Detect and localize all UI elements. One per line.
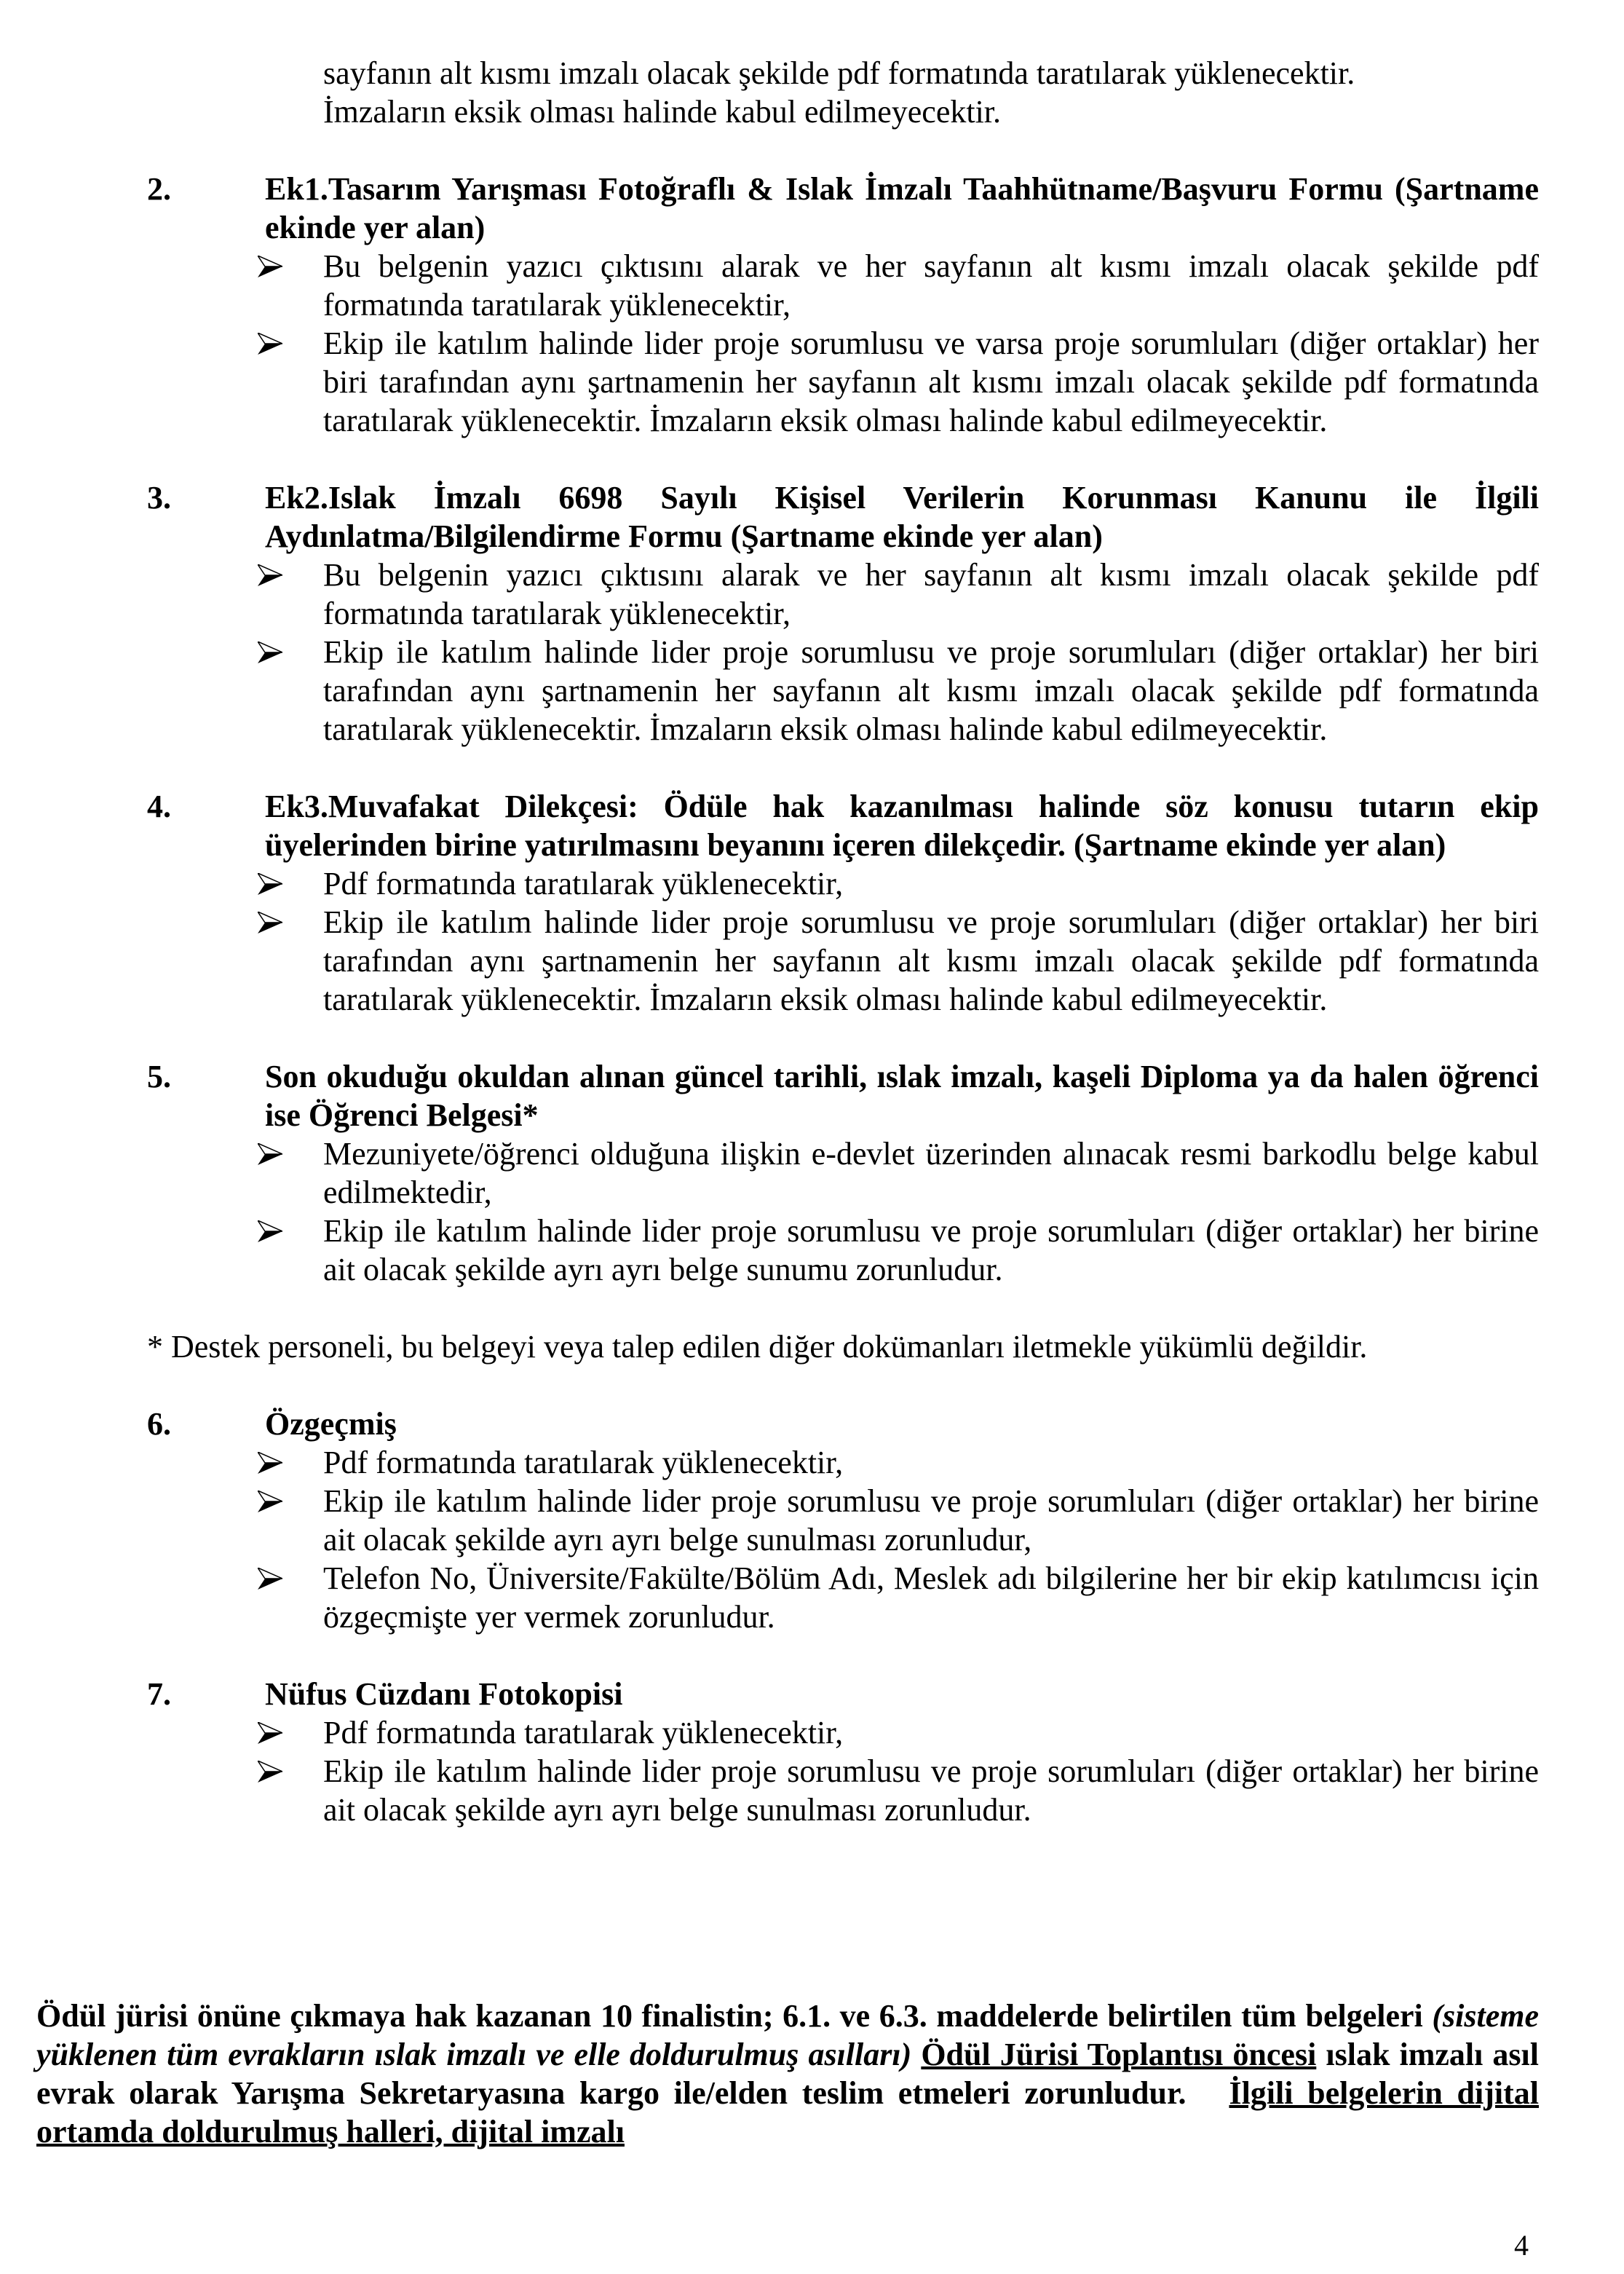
bullet-item: Pdf formatında taratılarak yüklenecektir, xyxy=(323,1443,1539,1482)
continuation-line: sayfanın alt kısmı imzalı olacak şekilde pdf formatında taratılarak yüklenecektir. xyxy=(323,55,1355,91)
arrow-bullet-icon xyxy=(258,1761,282,1783)
document-body xyxy=(147,54,1539,1868)
bullet-item: Ekip ile katılım halinde lider proje sorumlusu ve proje sorumluları (diğer ortaklar) her biri tarafından aynı şartnamenin her sayfanın alt kısmı imzalı olacak şekilde pdf formatında taratılarak yüklenecektir. İmzaların eksik olması halinde kabul edilmeyecektir. xyxy=(323,633,1539,749)
list-item-3 xyxy=(147,478,1539,749)
footnote: * Destek personeli, bu belgeyi veya talep edilen diğer dokümanları iletmekle yükümlü değildir. xyxy=(147,1329,1368,1365)
bullet-list xyxy=(147,1713,1539,1829)
arrow-bullet-icon xyxy=(258,641,282,663)
arrow-bullet-icon xyxy=(258,333,282,355)
bullet-item: Pdf formatında taratılarak yüklenecektir, xyxy=(323,1713,1539,1752)
underlined-digital-note: İlgili belgelerin dijital ortamda doldurulmuş halleri, dijital imzalı xyxy=(36,2075,1539,2149)
page-number: 4 xyxy=(1514,2229,1529,2262)
bullet-list xyxy=(147,556,1539,749)
item-number: 5. xyxy=(147,1059,171,1094)
arrow-bullet-icon xyxy=(258,873,282,895)
list-item-4 xyxy=(147,787,1539,1019)
bullet-list xyxy=(147,1134,1539,1289)
arrow-bullet-icon xyxy=(258,1722,282,1744)
list-item-5 xyxy=(147,1057,1539,1289)
list-item-2 xyxy=(147,170,1539,440)
arrow-bullet-icon xyxy=(258,1220,282,1242)
item-title: Nüfus Cüzdanı Fotokopisi xyxy=(265,1676,623,1712)
arrow-bullet-icon xyxy=(258,1143,282,1165)
bullet-item: Ekip ile katılım halinde lider proje sorumlusu ve proje sorumluları (diğer ortaklar) her biri tarafından aynı şartnamenin her sayfanın alt kısmı imzalı olacak şekilde pdf formatında taratılarak yüklenecektir. İmzaların eksik olması halinde kabul edilmeyecektir. xyxy=(323,903,1539,1019)
bullet-item: Ekip ile katılım halinde lider proje sorumlusu ve varsa proje sorumluları (diğer ortaklar) her biri tarafından aynı şartnamenin her sayfanın alt kısmı imzalı olacak şekilde pdf formatında taratılarak yüklenecektir. İmzaların eksik olması halinde kabul edilmeyecektir. xyxy=(323,324,1539,440)
continuation-text xyxy=(323,54,1539,131)
continuation-line: İmzaların eksik olması halinde kabul edilmeyecektir. xyxy=(323,94,1002,130)
bullet-item: Bu belgenin yazıcı çıktısını alarak ve her sayfanın alt kısmı imzalı olacak şekilde pdf formatında taratılarak yüklenecektir, xyxy=(323,247,1539,324)
bullet-item: Pdf formatında taratılarak yüklenecektir, xyxy=(323,864,1539,903)
underlined-deadline: Ödül Jürisi Toplantısı öncesi xyxy=(921,2037,1317,2072)
arrow-bullet-icon xyxy=(258,1452,282,1474)
bullet-list xyxy=(147,1443,1539,1636)
list-item-7 xyxy=(147,1675,1539,1829)
bullet-item: Telefon No, Üniversite/Fakülte/Bölüm Adı, Meslek adı bilgilerine her bir ekip katılımcısı için özgeçmişte yer vermek zorunludur. xyxy=(323,1559,1539,1636)
italic-note: (sisteme yüklenen tüm evrakların ıslak imzalı ve elle doldurulmuş asılları) xyxy=(36,1998,1539,2072)
list-item-6 xyxy=(147,1405,1539,1636)
arrow-bullet-icon xyxy=(258,564,282,586)
final-paragraph: Ödül jürisi önüne çıkmaya hak kazanan 10 finalistin; 6.1. ve 6.3. maddelerde belirtilen tüm belgeleri (sisteme yüklenen tüm evrakların ıslak imzalı ve elle doldurulmuş asılları) Ödül Jürisi Toplantısı öncesi ıslak imzalı asıl evrak olarak Yarışma Sekretaryasına kargo ile/elden teslim etmeleri zorunludur. İlgili belgelerin dijital ortamda doldurulmuş halleri, dijital imzalı xyxy=(36,1998,1547,2149)
item-number: 7. xyxy=(147,1676,171,1712)
arrow-bullet-icon xyxy=(258,912,282,933)
arrow-bullet-icon xyxy=(258,1568,282,1590)
item-title: Özgeçmiş xyxy=(265,1406,397,1442)
bullet-list xyxy=(147,247,1539,440)
item-title: Ek1.Tasarım Yarışması Fotoğraflı & Islak İmzalı Taahhütname/Başvuru Formu (Şartname ekinde yer alan) xyxy=(265,171,1539,245)
item-number: 6. xyxy=(147,1406,171,1442)
item-title: Ek2.Islak İmzalı 6698 Sayılı Kişisel Verilerin Korunması Kanunu ile İlgili Aydınlatma/Bilgilendirme Formu (Şartname ekinde yer alan) xyxy=(265,480,1539,554)
arrow-bullet-icon xyxy=(258,256,282,277)
item-title: Son okuduğu okuldan alınan güncel tarihli, ıslak imzalı, kaşeli Diploma ya da halen öğrenci ise Öğrenci Belgesi* xyxy=(265,1059,1539,1133)
item-number: 3. xyxy=(147,480,171,516)
bullet-item: Ekip ile katılım halinde lider proje sorumlusu ve proje sorumluları (diğer ortaklar) her birine ait olacak şekilde ayrı ayrı belge sunulması zorunludur, xyxy=(323,1482,1539,1559)
item-number: 4. xyxy=(147,789,171,824)
bullet-item: Bu belgenin yazıcı çıktısını alarak ve her sayfanın alt kısmı imzalı olacak şekilde pdf formatında taratılarak yüklenecektir, xyxy=(323,556,1539,633)
item-number: 2. xyxy=(147,171,171,207)
bullet-item: Mezuniyete/öğrenci olduğuna ilişkin e-devlet üzerinden alınacak resmi barkodlu belge kabul edilmektedir, xyxy=(323,1134,1539,1212)
arrow-bullet-icon xyxy=(258,1491,282,1512)
item-title: Ek3.Muvafakat Dilekçesi: Ödüle hak kazanılması halinde söz konusu tutarın ekip üyelerinden birine yatırılmasını beyanını içeren dilekçedir. (Şartname ekinde yer alan) xyxy=(265,789,1539,863)
bullet-item: Ekip ile katılım halinde lider proje sorumlusu ve proje sorumluları (diğer ortaklar) her birine ait olacak şekilde ayrı ayrı belge sunumu zorunludur. xyxy=(323,1212,1539,1289)
bullet-item: Ekip ile katılım halinde lider proje sorumlusu ve proje sorumluları (diğer ortaklar) her birine ait olacak şekilde ayrı ayrı belge sunulması zorunludur. xyxy=(323,1752,1539,1829)
bullet-list xyxy=(147,864,1539,1019)
